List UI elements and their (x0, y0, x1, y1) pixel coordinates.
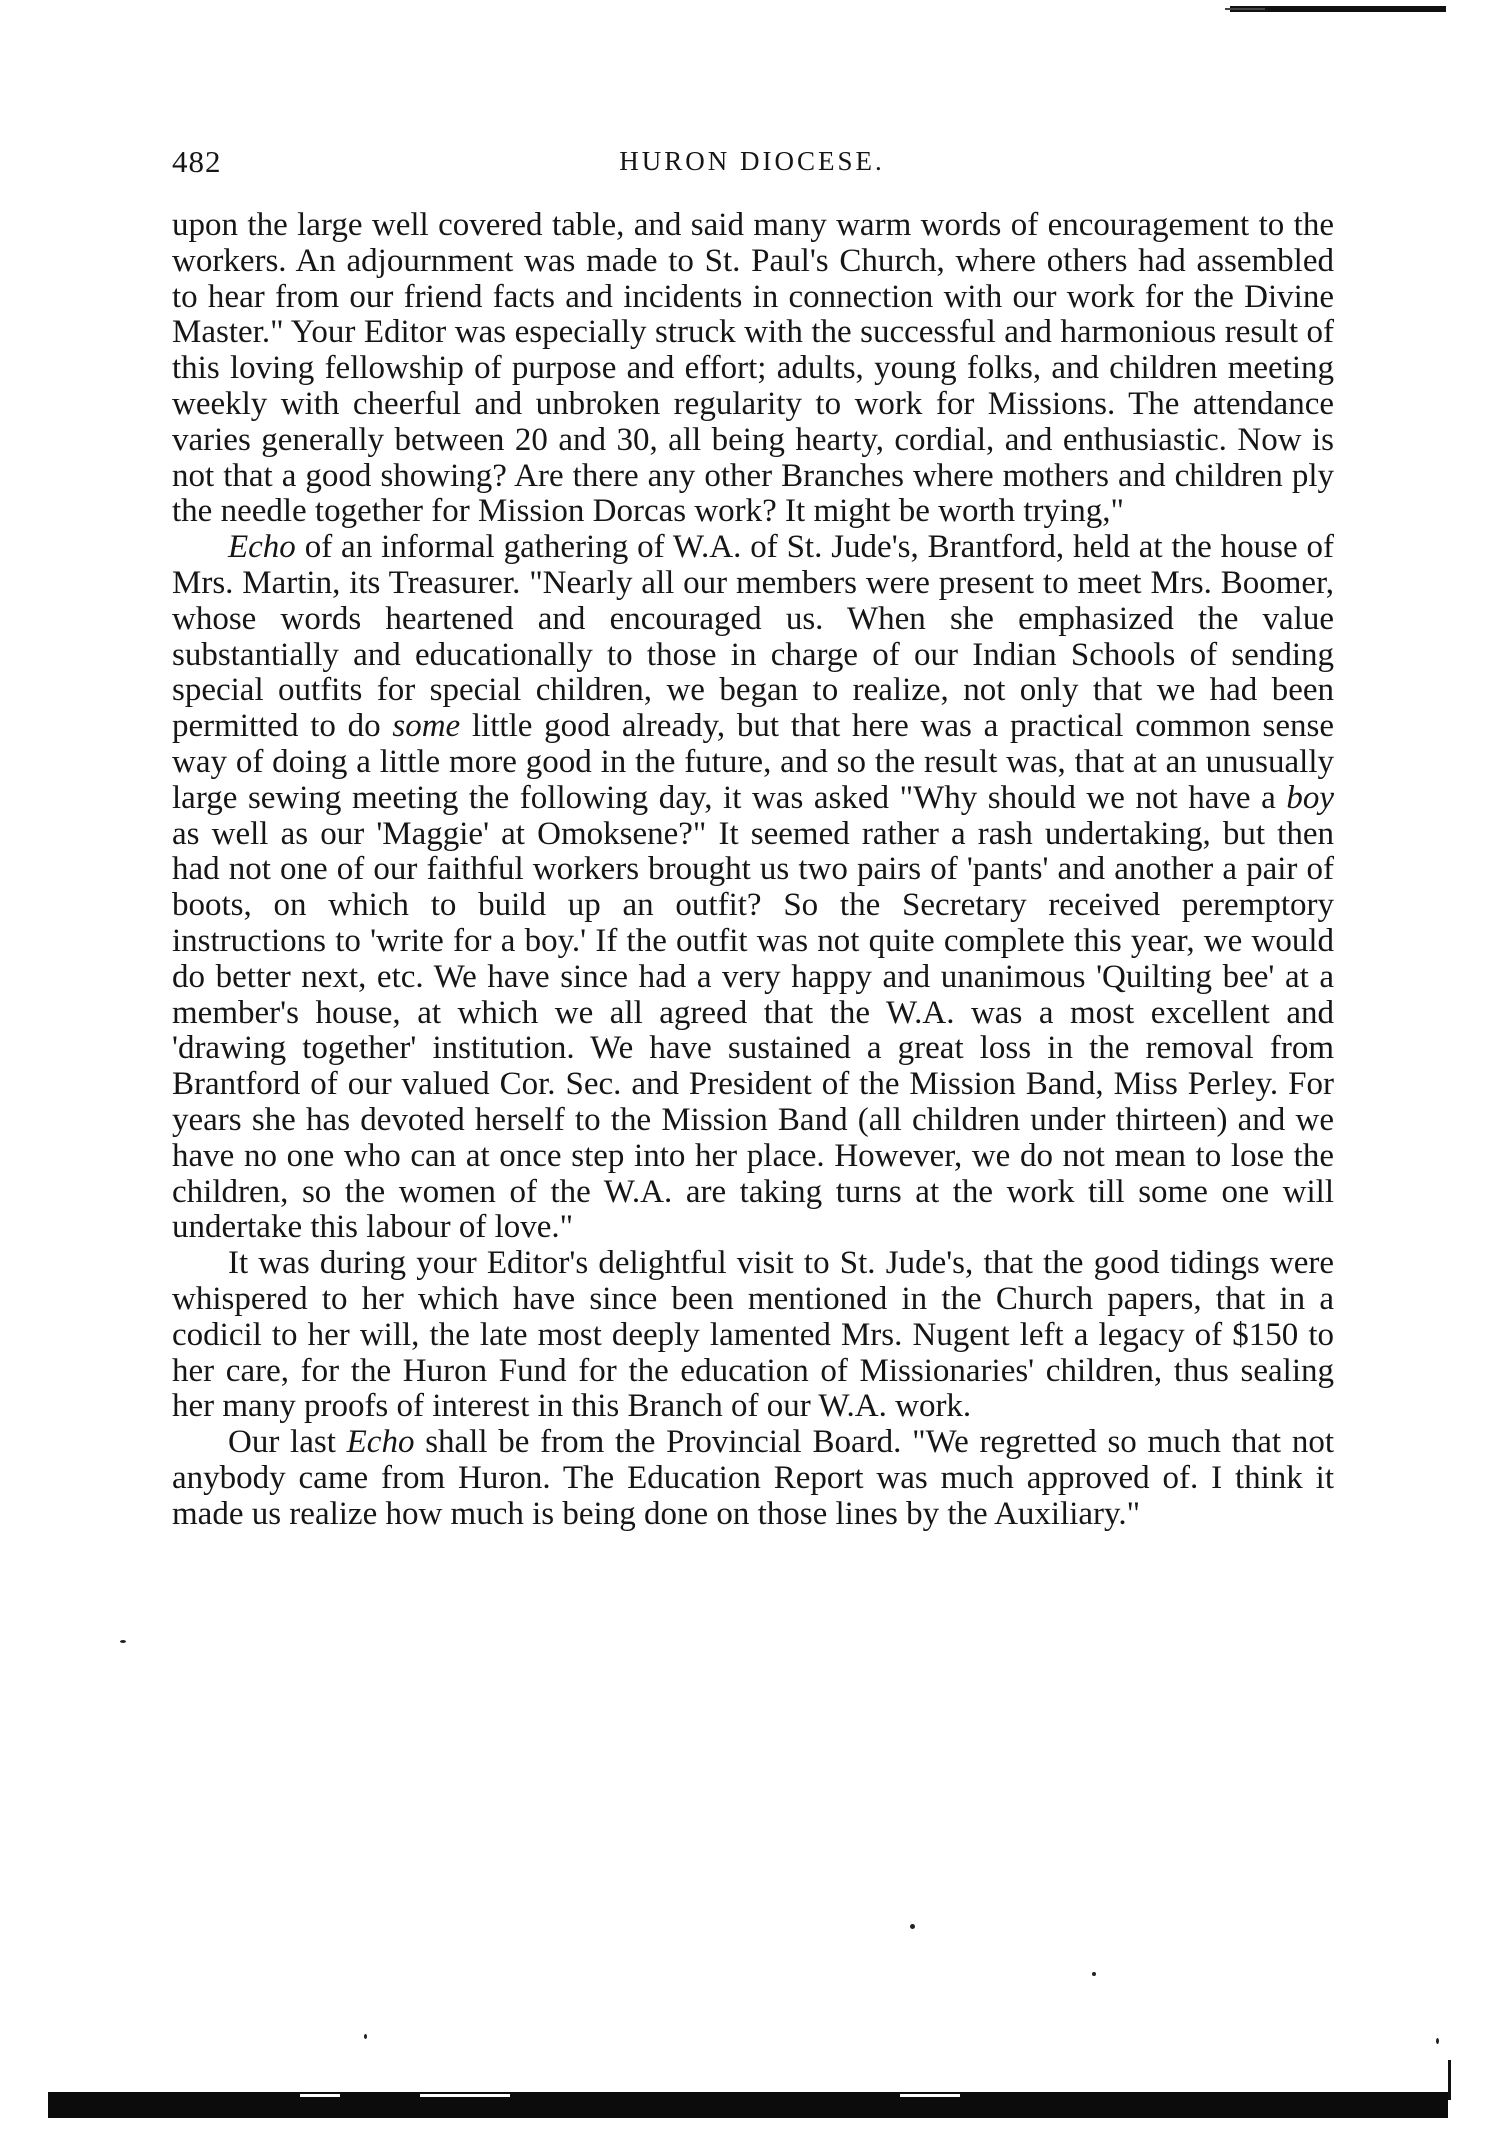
scan-speck (364, 2034, 367, 2039)
paragraph-echo-st-judes (172, 530, 1334, 1246)
paragraph-text: as well as our 'Maggie' at Omoksene?" It seemed rather a rash undertaking, but then had not one of our faithful workers brought us two pairs of 'pants' and another a pair of boots, on which to build up an outfit? So the Secretary received peremptory instructions to 'write for a boy.' If the outfit was not quite complete this year, we would do better next, etc. We have since had a very happy and unanimous 'Quilting bee' at a member's house, at which we all agreed that the W.A. was a most excellent and 'drawing together' institution. We have sustained a great loss in the removal from Brantford of our valued Cor. Sec. and President of the Mission Band, Miss Perley. For years she has devoted herself to the Mission Band (all children under thirteen) and we have no one who can at once step into her place. However, we do not mean to lose the children, so the women of the W.A. are taking turns at the work till some one will undertake this labour of love." (172, 815, 1334, 1246)
paragraph-provincial-board (172, 1425, 1334, 1532)
body-text (172, 208, 1334, 1532)
paragraph-text: little good already, but that here was a practical common sense way of doing a little more good in the future, and so the result was, that at an unusually large sewing meeting the following day, it was asked "Why should we not have a (172, 708, 1334, 816)
echo-italic: Echo (228, 529, 296, 566)
scan-speck (120, 1640, 126, 1643)
paragraph-continued: upon the large well covered table, and said many warm words of encouragement to the workers. An adjournment was made to St. Paul's Church, where others had assembled to hear from our friend facts and incidents in connection with our work for the Divine Master." Your Editor was especially struck with the successful and harmonious result of this loving fellowship of purpose and effort; adults, young folks, and children meeting weekly with cheerful and unbroken regularity to work for Missions. The attendance varies generally between 20 and 30, all being hearty, cordial, and enthusiastic. Now is not that a good showing? Are there any other Branches where mothers and children ply the needle together for Mission Dorcas work? It might be worth trying," (172, 207, 1334, 530)
echo-italic: Echo (346, 1424, 415, 1461)
paragraph-text: Our last (228, 1424, 347, 1461)
paragraph-text: shall be from the Provincial Board. "We regretted so much that not anybody came from Huron. The Education Report was much approved of. I think it made us realize how much is being done on those lines by the Auxiliary." (172, 1424, 1334, 1532)
scan-speck (1436, 2038, 1439, 2044)
scan-speck (1092, 1972, 1096, 1976)
bottom-rule-speck (420, 2094, 510, 2097)
bottom-rule-tick (1448, 2060, 1451, 2100)
paragraph-text: of an informal gathering of W.A. of St. Jude's, Brantford, held at the house of Mrs. Martin, its Treasurer. "Nearly all our members were present to meet Mrs. Boomer, whose words heartened and encouraged us. When she emphasized the value substantially and educationally to those in charge of our Indian Schools of sending special outfits for special children, we began to realize, not only that we had been permitted to do (172, 529, 1334, 745)
scan-speck (910, 1924, 915, 1929)
page-header (172, 144, 1332, 188)
bottom-rule-speck (900, 2094, 960, 2097)
page-number: 482 (172, 144, 222, 179)
paragraph-legacy: It was during your Editor's delightful visit to St. Jude's, that the good tidings were whispered to her which have since been mentioned in the Church papers, that in a codicil to her will, the late most deeply lamented Mrs. Nugent left a legacy of $150 to her care, for the Huron Fund for the education of Missionaries' children, thus sealing her many proofs of interest in this Branch of our W.A. work. (172, 1245, 1334, 1425)
bottom-edge-rule (48, 2092, 1448, 2118)
running-head: HURON DIOCESE. (619, 146, 885, 176)
top-edge-rule-thin (1225, 8, 1265, 10)
some-italic: some (392, 708, 461, 745)
bottom-rule-speck (300, 2094, 340, 2097)
boy-italic: boy (1286, 779, 1334, 816)
